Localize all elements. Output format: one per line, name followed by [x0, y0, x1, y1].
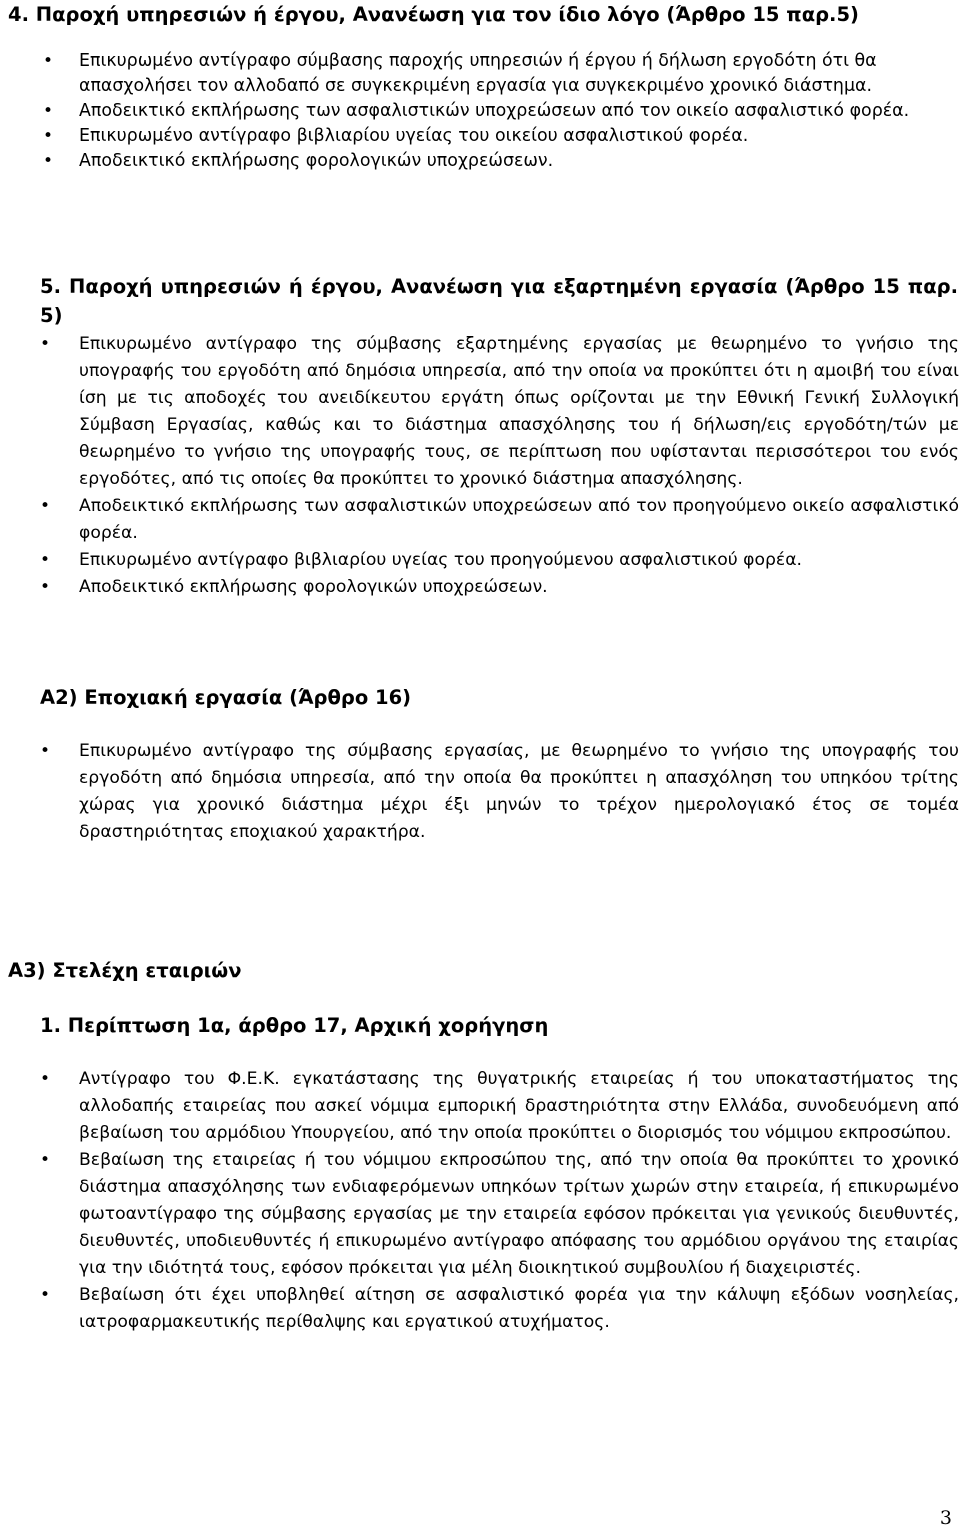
bullet-icon: • [40, 1285, 51, 1305]
list-item-text: Επικυρωμένο αντίγραφο σύμβασης παροχής υπηρεσιών ή έργου ή δήλωση εργοδότη ότι θα απασχολήσει τον αλλοδαπό σε συγκεκριμένη εργασία για συγκεκριμένο χρονικό διάστημα. [79, 51, 877, 96]
bullet-icon: • [40, 496, 51, 516]
list-item-text: Αποδεικτικό εκπλήρωσης των ασφαλιστικών υποχρεώσεων από τον προηγούμενο οικείο ασφαλιστικό φορέα. [79, 496, 959, 543]
a3-heading-text: Α3) Στελέχη εταιριών [8, 959, 242, 982]
list-item [0, 331, 959, 493]
bullet-icon: • [42, 126, 54, 146]
bullet-icon: • [40, 577, 51, 597]
list-item [0, 547, 959, 574]
list-item-text: Αντίγραφο του Φ.Ε.Κ. εγκατάστασης της θυγατρικής εταιρείας ή του υποκαταστήματος της αλλοδαπής εταιρείας που ασκεί νόμιμα εμπορική δραστηριότητα στην Ελλάδα, συνοδευόμενη από βεβαίωση του αρμόδιου Υπουργείου, από την οποία προκύπτει ο διορισμός του νόμιμου εκπροσώπου. [79, 1069, 959, 1143]
section-5-heading: 5. Παροχή υπηρεσιών ή έργου, Ανανέωση για εξαρτημένη εργασία (Άρθρο 15 παρ. 5) [40, 275, 958, 327]
section-4-list [0, 49, 959, 174]
section-4-heading: 4. Παροχή υπηρεσιών ή έργου, Ανανέωση για τον ίδιο λόγο (Άρθρο 15 παρ.5) [8, 3, 859, 26]
list-item [0, 99, 959, 124]
list-item-text: Επικυρωμένο αντίγραφο της σύμβασης εξαρτημένης εργασίας με θεωρημένο το γνήσιο της υπογραφής του εργοδότη από δημόσια υπηρεσία, από την οποία να προκύπτει ότι η αμοιβή του είναι ίση με τις αποδοχές του ανειδίκευτου εργάτη όπως ορίζονται με την Εθνική Γενική Συλλογική Σύμβαση Εργασίας, καθώς και το διάστημα απασχόλησης του ή δήλωση/εις εργοδότη/τών με θεωρημένο το γνήσιο της υπογραφής τους, σε περίπτωση που υφίστανται περισσότεροι του ενός εργοδότες, από τις οποίες θα προκύπτει το χρονικό διάστημα απασχόλησης. [79, 334, 959, 489]
list-item-text: Αποδεικτικό εκπλήρωσης φορολογικών υποχρεώσεων. [79, 577, 548, 597]
bullet-icon: • [40, 550, 51, 570]
bullet-icon: • [40, 1150, 51, 1170]
list-item [0, 149, 959, 174]
bullet-icon: • [42, 101, 54, 121]
section-5-list [0, 331, 959, 601]
list-item-text: Επικυρωμένο αντίγραφο βιβλιαρίου υγείας του οικείου ασφαλιστικού φορέα. [79, 126, 749, 146]
a2-list [0, 738, 959, 846]
list-item [0, 1066, 959, 1147]
list-item-text: Βεβαίωση ότι έχει υποβληθεί αίτηση σε ασφαλιστικό φορέα για την κάλυψη εξόδων νοσηλείας, ιατροφαρμακευτικής περίθαλψης και εργατικού ατυχήματος. [79, 1285, 959, 1332]
list-item-text: Αποδεικτικό εκπλήρωσης των ασφαλιστικών υποχρεώσεων από τον οικείο ασφαλιστικό φορέα. [79, 101, 910, 121]
list-item-text: Αποδεικτικό εκπλήρωσης φορολογικών υποχρεώσεων. [79, 151, 554, 171]
list-item [0, 49, 959, 99]
page-number: 3 [939, 1507, 952, 1529]
bullet-icon: • [40, 741, 51, 761]
list-item [0, 574, 959, 601]
list-item [0, 738, 959, 846]
list-item-text: Βεβαίωση της εταιρείας ή του νόμιμου εκπροσώπου της, από την οποία θα προκύπτει το χρονικό διάστημα απασχόλησης των ενδιαφερόμενων υπηκόων τρίτων χωρών στην εταιρεία, ή επικυρωμένο φωτοαντίγραφο της σύμβασης εργασίας με την εταιρεία εφόσον πρόκειται για γενικούς διευθυντές, διευθυντές, υποδιευθυντές ή επικυρωμένο αντίγραφο απόφασης του αρμόδιου οργάνου της εταιρίας για την ιδιότητά τους, εφόσον πρόκειται για μέλη διοικητικού συμβουλίου ή διαχειριστές. [79, 1150, 959, 1278]
list-item [0, 124, 959, 149]
bullet-icon: • [42, 51, 54, 71]
a2-heading: Α2) Εποχιακή εργασία (Άρθρο 16) [40, 686, 412, 709]
bullet-icon: • [40, 334, 51, 354]
list-item [0, 1147, 959, 1282]
a3-subsection-1-heading: 1. Περίπτωση 1α, άρθρο 17, Αρχική χορήγηση [40, 1014, 549, 1037]
list-item-text: Επικυρωμένο αντίγραφο της σύμβασης εργασίας, με θεωρημένο το γνήσιο της υπογραφής του εργοδότη από δημόσια υπηρεσία, από την οποία θα προκύπτει η απασχόληση του υπηκόου τρίτης χώρας για χρονικό διάστημα μέχρι έξι μηνών το τρέχον ημερολογιακό έτος σε τομέα δραστηριότητας εποχιακού χαρακτήρα. [79, 741, 959, 842]
list-item-text: Επικυρωμένο αντίγραφο βιβλιαρίου υγείας του προηγούμενου ασφαλιστικού φορέα. [79, 550, 803, 570]
a3-subsection-1-list [0, 1066, 959, 1336]
bullet-icon: • [40, 1069, 51, 1089]
list-item [0, 493, 959, 547]
bullet-icon: • [42, 151, 54, 171]
list-item [0, 1282, 959, 1336]
a3-heading [8, 956, 958, 985]
